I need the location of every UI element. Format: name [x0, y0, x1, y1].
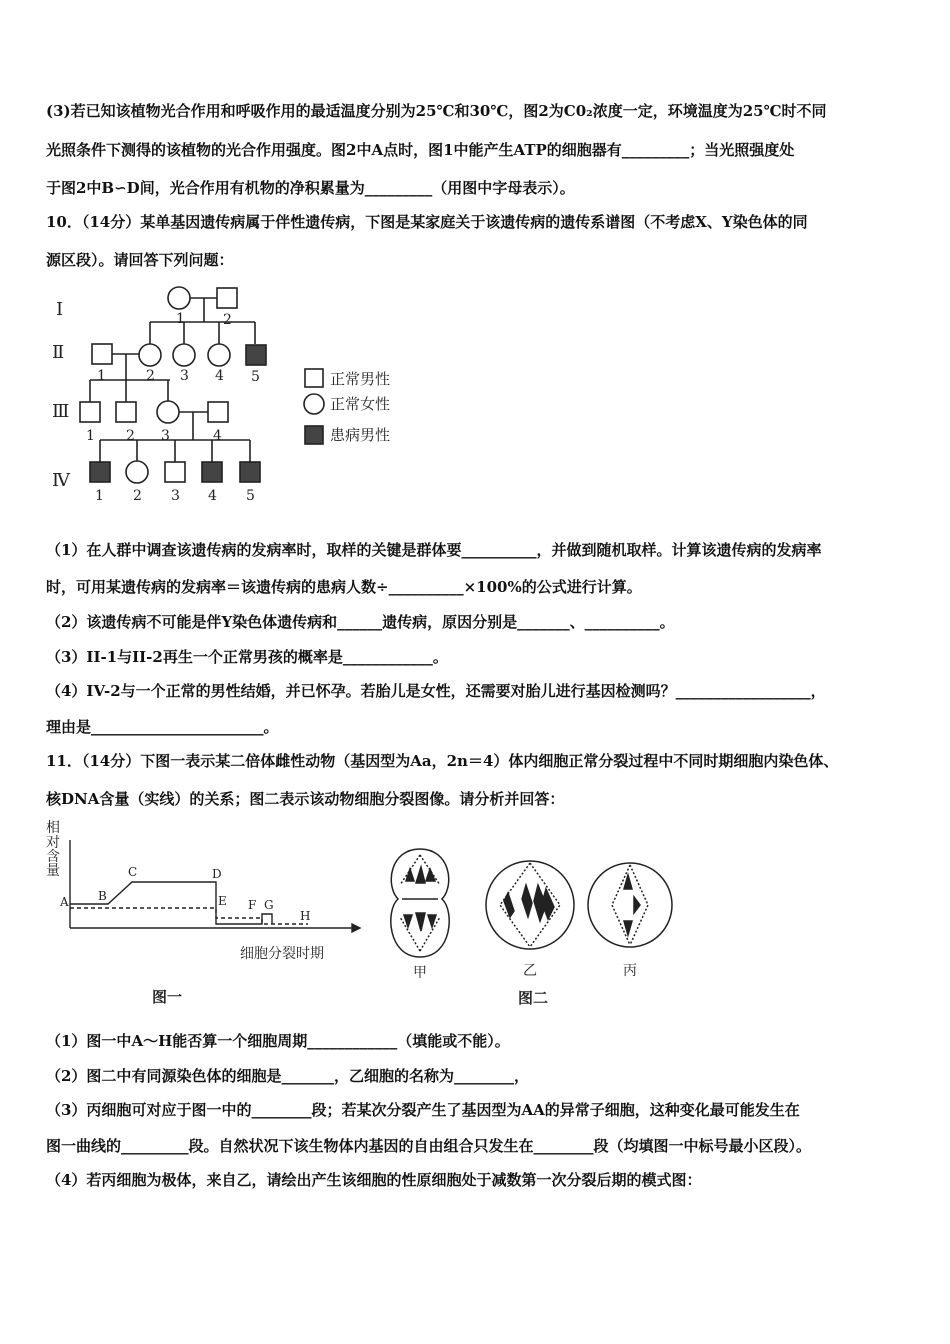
- q10-stem-2: 源区段）。请回答下列问题：: [46, 251, 234, 269]
- q9-line-2: 光照条件下测得的该植物的光合作用强度。图2中A点时，图1中能产生ATP的细胞器有_________；当光照强度处: [46, 141, 795, 159]
- fig2-caption: 图二: [518, 989, 549, 1007]
- q10-part1-b: 时，可用某遗传病的发病率＝该遗传病的患病人数÷__________×100%的公式进行计算。: [46, 578, 642, 596]
- fig1-point-D: D: [212, 867, 222, 881]
- gen4-affected-male-1: [90, 462, 110, 482]
- legend-normal-male: 正常男性: [330, 370, 391, 388]
- gen4-affected-male-4: [202, 462, 222, 482]
- gen4-female-2: [126, 461, 148, 483]
- q9-line-3: 于图2中B∽D间，光合作用有机物的净积累量为_________（用图中字母表示）。: [46, 179, 575, 197]
- fig1-point-C: C: [128, 865, 138, 879]
- q11-part1: （1）图一中A～H能否算一个细胞周期____________（填能或不能）。: [46, 1032, 510, 1050]
- gen3-num-2: 2: [126, 428, 135, 444]
- gen1-male-2: [217, 288, 237, 308]
- fig1-xlabel: 细胞分裂时期: [240, 946, 324, 962]
- gen4-num-2: 2: [133, 488, 142, 504]
- q11-part4: （4）若丙细胞为极体，来自乙，请绘出产生该细胞的性原细胞处于减数第一次分裂后期的模式图：: [46, 1171, 702, 1189]
- gen3-female-3: [157, 401, 179, 423]
- gen4-num-5: 5: [246, 488, 255, 504]
- gen2-male-1: [92, 344, 112, 364]
- gen2-female-2: [139, 344, 161, 366]
- gen2-female-4: [208, 344, 230, 366]
- q11-part2: （2）图二中有同源染色体的细胞是_______，乙细胞的名称为________，: [46, 1067, 529, 1085]
- gen2-num-3: 3: [180, 368, 189, 384]
- fig1-point-E: E: [218, 894, 227, 908]
- fig1-point-G: G: [264, 898, 274, 912]
- gen-label-3: Ⅲ: [52, 401, 70, 422]
- gen1-female-1: [168, 287, 190, 309]
- fig1-ylabel-1: 相: [46, 820, 60, 836]
- gen3-num-1: 1: [86, 428, 95, 444]
- q9-line-1: (3)若已知该植物光合作用和呼吸作用的最适温度分别为25℃和30℃，图2为C0₂浓度一定，环境温度为25℃时不同: [46, 102, 827, 120]
- gen2-num-4: 4: [215, 368, 224, 384]
- q11-part3-a: （3）丙细胞可对应于图一中的________段；若某次分裂产生了基因型为AA的异常子细胞，这种变化最可能发生在: [46, 1101, 800, 1119]
- gen-label-2: Ⅱ: [52, 342, 65, 363]
- cell-label-bing: 丙: [623, 963, 637, 979]
- q11-stem-2: 核DNA含量（实线）的关系；图二表示该动物细胞分裂图像。请分析并回答：: [46, 790, 565, 808]
- q10-part3: （3）II-1与II-2再生一个正常男孩的概率是____________。: [46, 648, 448, 666]
- gen3-male-1: [80, 402, 100, 422]
- q11-stem-1: 11．（14分）下图一表示某二倍体雌性动物（基因型为Aa，2n＝4）体内细胞正常分裂过程中不同时期细胞内染色体、: [46, 752, 839, 770]
- cell-label-jia: 甲: [413, 965, 427, 981]
- fig1-ylabel-2: 对: [46, 835, 60, 851]
- gen4-male-3: [165, 462, 185, 482]
- legend-affected-male: 患病男性: [330, 426, 391, 444]
- legend-affected-male-symbol: [305, 426, 323, 444]
- gen3-num-3: 3: [161, 428, 170, 444]
- gen4-num-3: 3: [171, 488, 180, 504]
- fig1-point-H: H: [300, 909, 311, 923]
- gen3-male-4: [208, 402, 228, 422]
- fig1-point-B: B: [98, 889, 107, 903]
- gen4-num-1: 1: [95, 488, 104, 504]
- gen2-num-1: 1: [97, 368, 106, 384]
- legend-normal-female-symbol: [304, 394, 324, 414]
- cell-jia-membrane: [391, 849, 449, 957]
- gen2-num-2: 2: [146, 368, 155, 384]
- fig1-point-A: A: [60, 895, 69, 909]
- gen1-num-2: 2: [223, 312, 232, 328]
- gen-label-1: Ⅰ: [56, 299, 64, 320]
- figure-2-cells: [380, 845, 700, 1010]
- fig1-caption: 图一: [152, 988, 183, 1006]
- legend-normal-female: 正常女性: [330, 395, 391, 413]
- cell-label-yi: 乙: [523, 963, 537, 979]
- gen3-male-2: [116, 402, 136, 422]
- fig1-ylabel-4: 量: [46, 863, 60, 879]
- gen2-female-3: [173, 344, 195, 366]
- fig1-ylabel-3: 含: [46, 849, 60, 865]
- q11-part3-b: 图一曲线的_________段。自然状况下该生物体内基因的自由组合只发生在________段（均填图一中标号最小区段）。: [46, 1137, 812, 1155]
- gen4-affected-male-5: [240, 462, 260, 482]
- gen-label-4: Ⅳ: [52, 470, 70, 491]
- figure-1-graph: [40, 818, 370, 1008]
- gen4-num-4: 4: [208, 488, 217, 504]
- q10-part4-a: （4）IV-2与一个正常的男性结婚，并已怀孕。若胎儿是女性，还需要对胎儿进行基因检测吗？__________________，: [46, 682, 826, 700]
- fig1-x-arrow: [352, 924, 360, 932]
- gen1-num-1: 1: [176, 311, 185, 327]
- fig1-point-F: F: [248, 898, 257, 912]
- q10-part4-b: 理由是_______________________。: [46, 718, 279, 736]
- cell-bing-membrane: [588, 863, 672, 947]
- gen2-num-5: 5: [251, 369, 260, 385]
- legend-normal-male-symbol: [305, 369, 323, 387]
- gen3-num-4: 4: [213, 428, 222, 444]
- q10-part2: （2）该遗传病不可能是伴Y染色体遗传病和______遗传病，原因分别是_______、__________。: [46, 613, 675, 631]
- q10-part1-a: （1）在人群中调查该遗传病的发病率时，取样的关键是群体要__________，并做到随机取样。计算该遗传病的发病率: [46, 541, 822, 559]
- q10-stem-1: 10．（14分）某单基因遗传病属于伴性遗传病，下图是某家庭关于该遗传病的遗传系谱图（不考虑X、Y染色体的同: [46, 213, 808, 231]
- gen2-affected-male-5: [246, 345, 266, 365]
- pedigree-chart: [40, 280, 420, 510]
